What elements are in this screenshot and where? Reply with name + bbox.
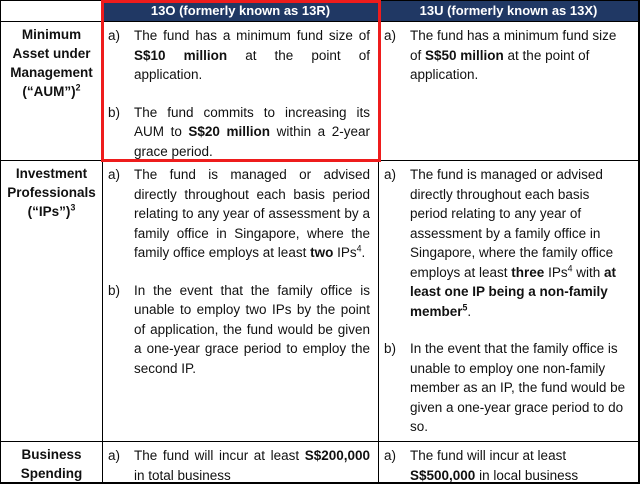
list-item: [108, 103, 370, 162]
list-text: The fund is managed or advised directly throughout each basis period relating to any year of assessment by a family office in Singapore, where the family office employs at least three IPs$^4$ with at least one IP being a non-family member$^5$.: [410, 167, 616, 319]
list-text: The fund will incur at least S$200,000 in total business: [134, 448, 370, 483]
list-marker: a): [108, 167, 121, 182]
list-item: [108, 165, 370, 263]
cell-aum-13u: [379, 22, 639, 161]
list-text: In the event that the family office is unable to employ two IPs by the point of application, the fund would be given a one-year grace period to employ the second IP.: [134, 282, 370, 376]
header-13u-label: 13U (formerly known as 13X): [419, 3, 598, 18]
cell-ips-13u: [379, 161, 639, 442]
list-marker: a): [384, 28, 397, 43]
list-item: [384, 446, 630, 483]
row-label-investment-professionals-text: Investment Professionals (“IPs”)$^3$: [7, 166, 96, 219]
list-text: The fund will incur at least S$500,000 in local business: [410, 448, 579, 483]
list-item: [108, 26, 370, 85]
list-text: The fund is managed or advised directly throughout each basis period relating to any year of assessment by a family office in Singapore, where the family office employs at least two IPs$^4$.: [134, 167, 370, 260]
row-label-business-spending-text: Business Spending: [20, 447, 83, 481]
list-item: [108, 281, 370, 379]
cell-spending-13o: [103, 442, 379, 483]
list-marker: a): [384, 167, 397, 182]
list-text: The fund has a minimum fund size of S$10 million at the point of application.: [134, 28, 371, 82]
cell-ips-13o: [103, 161, 379, 442]
row-label-business-spending: [1, 442, 103, 483]
list-text: The fund has a minimum fund size of S$50 million at the point of application.: [410, 28, 617, 82]
list-marker: b): [108, 282, 121, 298]
list-marker: b): [384, 341, 397, 356]
list-text: The fund commits to increasing its AUM to S$20 million within a 2-year grace period.: [134, 104, 371, 159]
header-13u: [379, 1, 639, 22]
row-label-minimum-aum-text: Minimum Asset under Management (“AUM”)$^2$: [10, 27, 93, 99]
cell-aum-13o: [103, 22, 379, 161]
list-marker: a): [384, 448, 397, 463]
list-item: [384, 339, 630, 437]
list-marker: a): [108, 28, 121, 43]
header-13o: [103, 1, 379, 22]
list-item: [108, 446, 370, 483]
header-empty-cell: [1, 1, 103, 22]
list-marker: b): [108, 104, 121, 120]
row-label-investment-professionals: [1, 161, 103, 442]
list-item: [384, 26, 630, 85]
row-label-minimum-aum: [1, 22, 103, 161]
header-13o-label: 13O (formerly known as 13R): [150, 3, 331, 18]
list-item: [384, 165, 630, 321]
list-marker: a): [108, 448, 121, 463]
list-text: In the event that the family office is unable to employ one non-family member as an IP, the fund would be given a one-year grace period to do so.: [410, 341, 626, 434]
cell-spending-13u: [379, 442, 639, 483]
